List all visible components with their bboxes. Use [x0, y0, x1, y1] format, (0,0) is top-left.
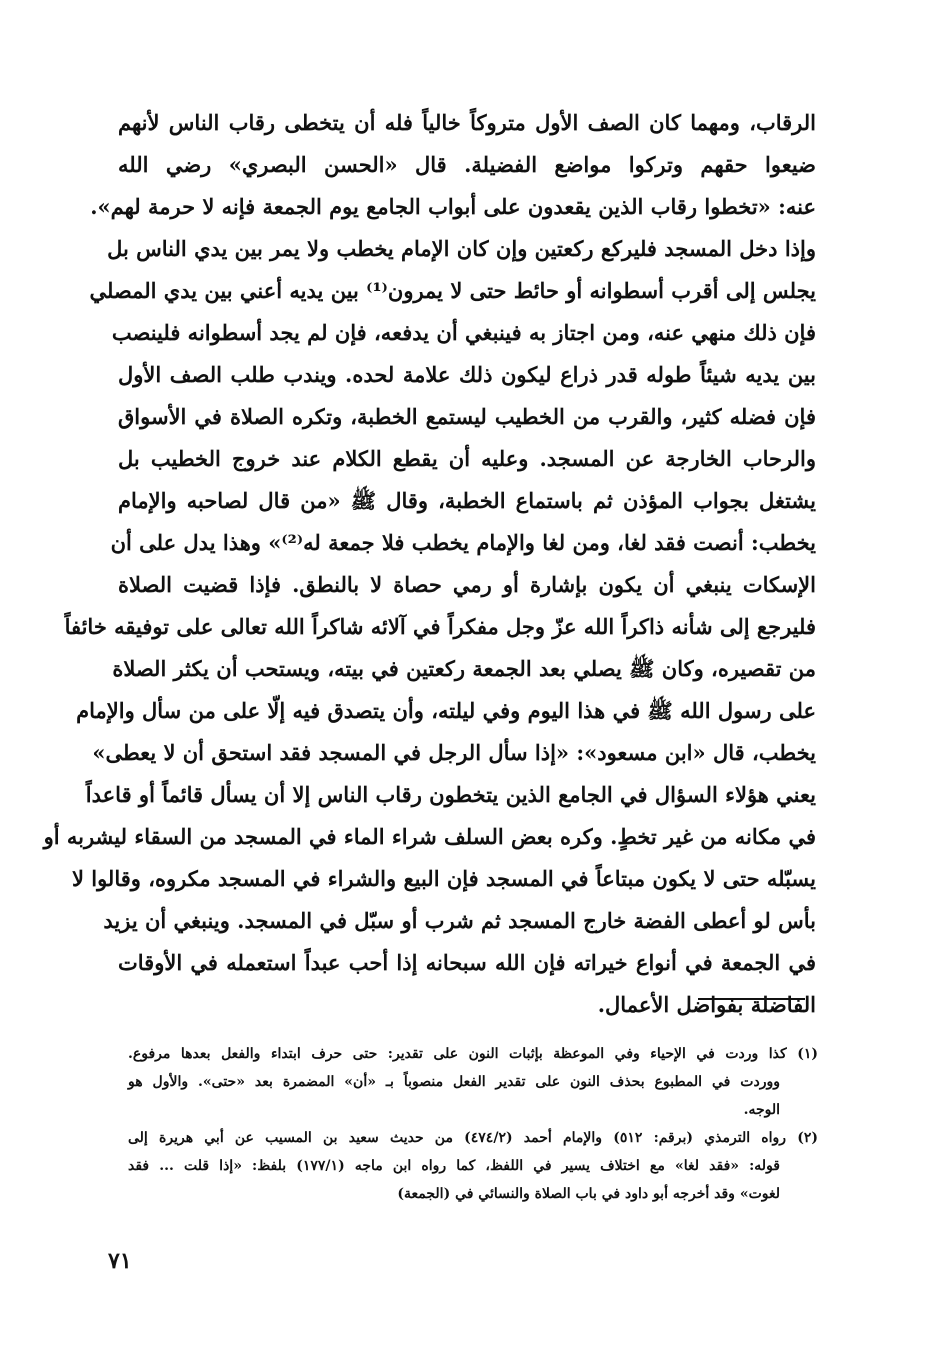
text-line: بأس لو أعطى الفضة خارج المسجد ثم شرب أو سبّل في المسجد. وينبغي أن يزيد	[103, 908, 816, 933]
text-line: الإسكات ينبغي أن يكون بإشارة أو رمي حصاة لا بالنطق. فإذا قضيت الصلاة	[118, 572, 816, 597]
text-line: وإذا دخل المسجد فليركع ركعتين وإن كان الإمام يخطب ولا يمر بين يدي الناس بل	[107, 236, 816, 261]
text-line: ضيعوا حقهم وتركوا مواضع الفضيلة. قال «الحسن البصري» رضي الله	[118, 152, 816, 177]
footnote-separator	[698, 998, 805, 1000]
text-line: من تقصيره، وكان ﷺ يصلي بعد الجمعة ركعتين في بيته، ويستحب أن يكثر الصلاة	[112, 656, 816, 681]
text-line: بين يديه شيئاً طوله قدر ذراع ليكون ذلك علامة لحده. ويندب طلب الصف الأول	[118, 362, 816, 387]
text-line: في مكانه من غير تخطٍ. وكره بعض السلف شراء الماء في المسجد من السقاء ليشربه أو	[43, 824, 816, 849]
text-line: والرحاب الخارجة عن المسجد. وعليه أن يقطع الكلام عند خروج الخطيب بل	[118, 446, 816, 471]
text-line: يجلس إلى أقرب أسطوانه أو حائط حتى لا يمرون⁽¹⁾ بين يديه أعني بين يدي المصلي	[89, 278, 816, 303]
footnote-line: قوله: «فقد لغا» مع اختلاف يسير في اللفظ، كما رواه ابن ماجه (١٧٧/١) بلفظ: «إذا قلت ... فقد	[128, 1158, 780, 1174]
text-line: يشتغل بجواب المؤذن ثم باستماع الخطبة، وقال ﷺ «من قال لصاحبه والإمام	[118, 488, 816, 513]
main-text	[43, 102, 816, 1026]
text-line: فليرجع إلى شأنه ذاكراً الله عزّ وجل مفكراً في آلائه شاكراً الله تعالى على توفيقه خائفاً	[64, 614, 816, 639]
footnote-line: (٢) رواه الترمذي (برقم: ٥١٢) والإمام أحمد (٤٧٤/٢) من حديث سعيد بن المسيب عن أبي هريرة إلى	[128, 1130, 818, 1146]
text-line: يعني هؤلاء السؤال في الجامع الذين يتخطون رقاب الناس إلا أن يسأل قائماً أو قاعداً	[85, 782, 816, 807]
text-line: يسبّله حتى لا يكون مبتاعاً في المسجد فإن البيع والشراء في المسجد مكروه، وقالوا لا	[71, 866, 816, 891]
text-line: الفاضلة بفواضل الأعمال.	[597, 992, 816, 1017]
footnote-line: الوجه.	[743, 1102, 780, 1118]
footnotes	[128, 1040, 818, 1208]
footnote-line: لغوت» وقد أخرجه أبو داود في باب الصلاة والنسائي في (الجمعة)	[397, 1186, 780, 1202]
text-line: يخطب، قال «ابن مسعود»: «إذا سأل الرجل في المسجد فقد استحق أن لا يعطى»	[92, 740, 816, 765]
text-line: يخطب: أنصت فقد لغا، ومن لغا والإمام يخطب فلا جمعة له⁽²⁾» وهذا يدل على أن	[110, 530, 816, 555]
text-line: الرقاب، ومهما كان الصف الأول متروكاً خالياً فله أن يتخطى رقاب الناس لأنهم	[118, 110, 816, 135]
page-number: ٧١	[108, 1248, 132, 1274]
text-line: على رسول الله ﷺ في هذا اليوم وفي ليلته، وأن يتصدق فيه إلّا على من سأل والإمام	[76, 698, 816, 723]
text-line: في الجمعة في أنواع خيراته فإن الله سبحانه إذا أحب عبداً استعمله في الأوقات	[118, 950, 816, 975]
footnote-line: ووردت في المطبوع بحذف النون على تقدير الفعل منصوباً بـ «أن» المضمرة بعد «حتى». والأول هو	[128, 1074, 780, 1090]
footnote-line: (١) كذا وردت في الإحياء وفي الموعظة بإثبات النون على تقدير: حتى حرف ابتداء والفعل بعدها مرفوع.	[128, 1046, 818, 1062]
text-line: فإن ذلك منهي عنه، ومن اجتاز به فينبغي أن يدفعه، فإن لم يجد أسطوانه فلينصب	[111, 320, 816, 345]
text-line: فإن فضله كثير، والقرب من الخطيب ليستمع الخطبة، وتكره الصلاة في الأسواق	[118, 404, 816, 429]
text-line: عنه: «تخطوا رقاب الذين يقعدون على أبواب الجامع يوم الجمعة فإنه لا حرمة لهم».	[90, 194, 816, 219]
